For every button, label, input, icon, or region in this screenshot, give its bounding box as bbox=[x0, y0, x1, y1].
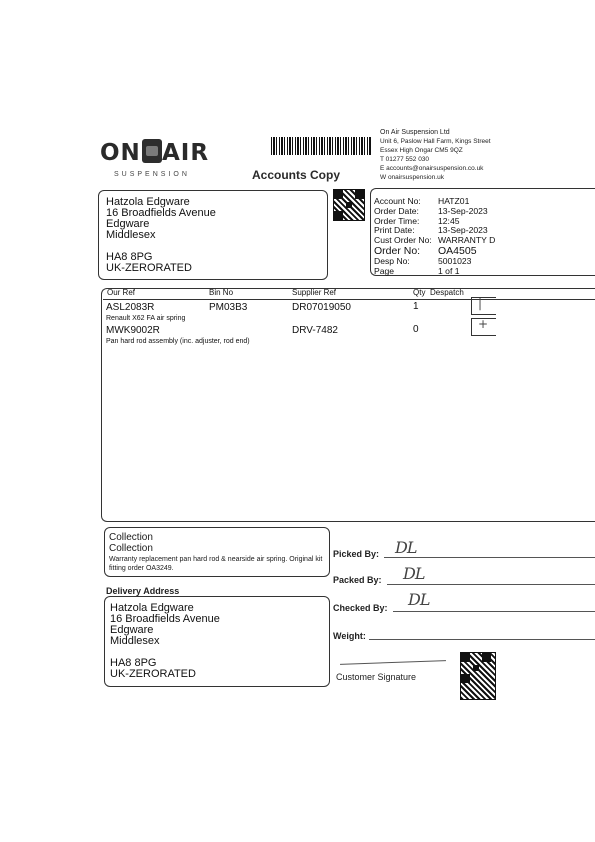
col-header-qty: Qty bbox=[413, 288, 426, 297]
order-info bbox=[374, 197, 495, 277]
collection-text bbox=[109, 532, 329, 573]
packed-by-line bbox=[387, 584, 595, 585]
packed-by-initials: DL bbox=[403, 564, 425, 583]
row-bin-no: PM03B3 bbox=[209, 302, 248, 313]
address-line: UK-ZERORATED bbox=[110, 668, 196, 680]
info-label: Order No: bbox=[374, 244, 421, 257]
company-line: E accounts@onairsuspension.co.uk bbox=[380, 165, 484, 172]
customer-address bbox=[106, 197, 216, 274]
info-label: Cust Order No: bbox=[374, 235, 432, 246]
info-label: Print Date: bbox=[374, 225, 415, 236]
account-number: HATZ01 bbox=[438, 196, 470, 206]
row-qty: 1 bbox=[413, 301, 419, 312]
weight-label: Weight: bbox=[333, 631, 366, 641]
row-supplier-ref: DRV-7482 bbox=[292, 325, 338, 336]
weight-line bbox=[369, 639, 595, 640]
company-name: On Air Suspension Ltd bbox=[380, 129, 450, 136]
row-our-ref: MWK9002R bbox=[106, 325, 160, 336]
order-date: 13-Sep-2023 bbox=[438, 205, 488, 216]
collection-note: Warranty replacement pan hard rod & nearside air spring. Original kit fitting order OA3249. bbox=[109, 556, 323, 572]
company-line: Essex High Ongar CM5 9QZ bbox=[380, 147, 463, 154]
qr-code-icon bbox=[460, 652, 496, 700]
collection-line: Collection bbox=[109, 532, 153, 543]
table-header bbox=[103, 290, 595, 300]
order-number: OA4505 bbox=[438, 244, 477, 257]
row-qty: 0 bbox=[413, 324, 419, 335]
info-label: Account No: bbox=[374, 196, 421, 206]
logo-on-text: ON bbox=[100, 140, 141, 166]
address-line: 16 Broadfields Avenue bbox=[106, 207, 216, 219]
page-number: 1 of 1 bbox=[438, 265, 460, 276]
address-line: Middlesex bbox=[106, 229, 156, 241]
address-line: UK-ZERORATED bbox=[106, 262, 192, 274]
despatch-tick-icon: + bbox=[478, 317, 488, 331]
picked-by-line bbox=[384, 557, 595, 558]
document-title: Accounts Copy bbox=[252, 168, 341, 182]
address-line: Edgware bbox=[106, 218, 150, 230]
col-header-supplier-ref: Supplier Ref bbox=[292, 288, 337, 297]
address-line: Middlesex bbox=[110, 635, 160, 647]
info-row-page bbox=[374, 267, 495, 277]
despatch-tick-icon: | bbox=[478, 296, 482, 310]
info-label: Order Time: bbox=[374, 215, 420, 226]
row-our-ref: ASL2083R bbox=[106, 302, 155, 313]
address-line: HA8 8PG bbox=[106, 251, 153, 263]
logo-air-text: AIR bbox=[162, 140, 210, 166]
company-line: Unit 6, Paslow Hall Farm, Kings Street bbox=[380, 138, 491, 145]
row-supplier-ref: DR07019050 bbox=[292, 302, 351, 313]
signature-label: Customer Signature bbox=[336, 672, 417, 682]
packed-by-label: Packed By: bbox=[333, 575, 382, 585]
logo-mark-icon bbox=[142, 139, 162, 163]
order-time: 12:45 bbox=[438, 215, 460, 226]
picked-by-initials: DL bbox=[395, 538, 417, 557]
address-line: Hatzola Edgware bbox=[106, 196, 190, 208]
collection-line: Collection bbox=[109, 543, 153, 554]
qr-code-icon bbox=[333, 189, 365, 221]
despatch-number: 5001023 bbox=[438, 255, 472, 266]
delivery-heading: Delivery Address bbox=[106, 586, 180, 596]
address-line: HA8 8PG bbox=[110, 657, 157, 669]
info-label: Desp No: bbox=[374, 255, 410, 266]
info-label: Order Date: bbox=[374, 205, 419, 216]
barcode-icon bbox=[271, 137, 372, 155]
company-line: W onairsuspension.uk bbox=[380, 174, 444, 181]
row-description: Pan hard rod assembly (inc. adjuster, rod end) bbox=[106, 338, 250, 345]
checked-by-line bbox=[393, 611, 595, 612]
address-line: Edgware bbox=[110, 624, 154, 636]
delivery-address bbox=[110, 603, 220, 680]
company-line: T 01277 552 030 bbox=[380, 156, 430, 163]
despatch-checkbox[interactable] bbox=[471, 297, 496, 315]
col-header-bin-no: Bin No bbox=[209, 288, 234, 297]
items-table-box bbox=[101, 288, 595, 522]
signature-line bbox=[340, 660, 446, 665]
logo-subtitle: SUSPENSION bbox=[114, 171, 190, 178]
company-details bbox=[380, 128, 491, 182]
address-line: 16 Broadfields Avenue bbox=[110, 613, 220, 625]
col-header-our-ref: Our Ref bbox=[107, 288, 136, 297]
info-label: Page bbox=[374, 265, 395, 276]
checked-by-initials: DL bbox=[408, 590, 430, 609]
company-logo bbox=[100, 138, 212, 168]
row-description: Renault X62 FA air spring bbox=[106, 315, 186, 322]
cust-order-number: WARRANTY D bbox=[438, 235, 496, 246]
print-date: 13-Sep-2023 bbox=[438, 225, 488, 236]
col-header-despatch: Despatch bbox=[430, 288, 464, 297]
address-line: Hatzola Edgware bbox=[110, 602, 194, 614]
picked-by-label: Picked By: bbox=[333, 549, 380, 559]
checked-by-label: Checked By: bbox=[333, 603, 388, 613]
